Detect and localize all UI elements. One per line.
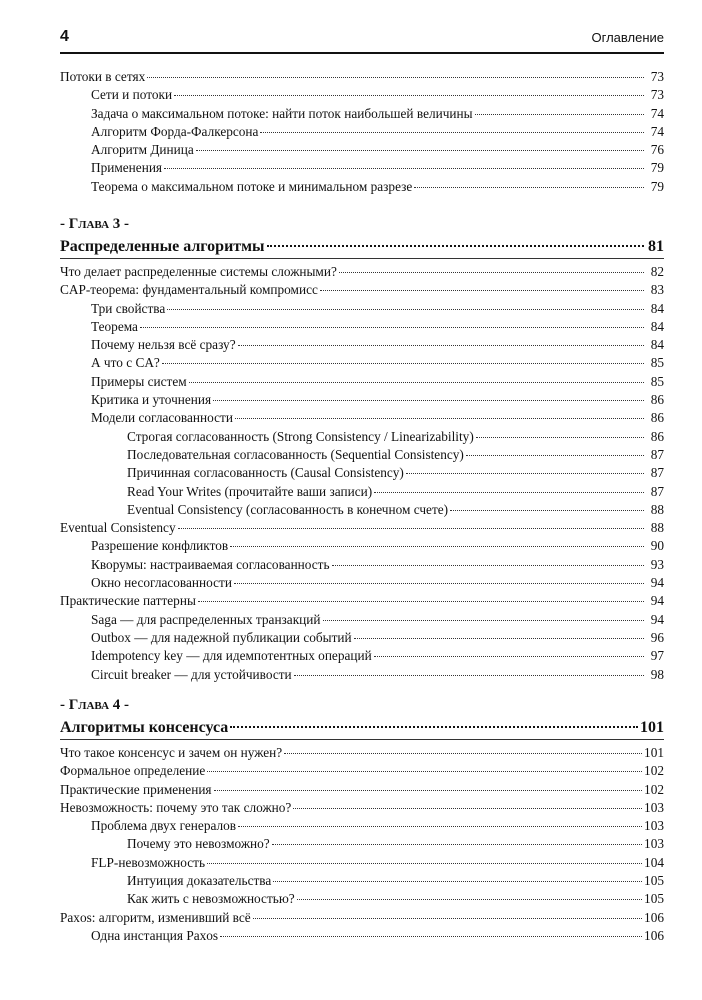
toc-entry-title: Что такое консенсус и зачем он нужен? [60,745,283,760]
toc-entry-page: 87 [650,446,664,462]
leader-dots [293,808,642,809]
page-header [60,26,664,54]
toc-entry-page: 84 [650,318,664,334]
toc-entry[interactable] [60,629,664,647]
toc-entry-title: FLP-невозможность [91,854,206,870]
toc-entry-title: Практические применения [60,781,212,797]
leader-dots [476,437,644,438]
toc-entry-page: 83 [650,282,664,298]
toc-entry-page: 86 [650,392,664,408]
toc-entry[interactable] [60,666,664,684]
toc-entry[interactable] [60,281,664,299]
toc-entry-title: CAP-теорема: фундаментальный компромисс [60,282,318,298]
toc-entry-title: Три свойства [91,300,166,316]
toc-entry-page: 97 [650,648,664,664]
toc-entry-title: Paxos: алгоритм, изменивший всё [60,909,251,925]
toc-entry-page: 76 [650,142,664,158]
toc-entry-page: 106 [644,909,664,925]
toc-entry[interactable] [60,178,664,196]
toc-entry-title: Алгоритм Диница [91,142,194,158]
toc-entry-title: Eventual Consistency (согласованность в конечном счете) [127,501,449,517]
toc-entry-title: Примеры систем [91,373,187,389]
toc-entry[interactable] [60,300,664,318]
leader-dots [466,455,644,456]
toc-entry-page: 103 [644,818,664,834]
toc-entry[interactable] [60,519,664,537]
leader-dots [230,546,644,547]
toc-entry[interactable] [60,647,664,665]
toc-entry-page: 88 [650,501,664,517]
toc-entry-page: 79 [650,160,664,176]
leader-dots [220,936,642,937]
toc-entry[interactable] [60,872,664,890]
toc-entry[interactable] [60,592,664,610]
leader-dots [297,899,642,900]
leader-dots [189,382,644,383]
toc-entry-title: Проблема двух генералов [91,818,237,834]
toc-entry[interactable] [60,781,664,799]
toc-entry-page: 105 [644,891,664,907]
toc-entry[interactable] [60,373,664,391]
leader-dots [207,863,642,864]
toc-entry-title: Последовательная согласованность (Sequential Consistency) [127,446,464,462]
toc-entry-title: Модели согласованности [91,410,233,426]
toc-entry[interactable] [60,890,664,908]
toc-entry-title: Что делает распределенные системы сложными? [60,264,337,279]
toc-entry-title: Circuit breaker — для устойчивости [91,666,292,682]
toc-entry[interactable] [60,854,664,872]
toc-entry-title: Idempotency key — для идемпотентных операций [91,648,372,664]
leader-dots [323,620,644,621]
leader-dots [235,418,644,419]
toc-entry-title: Eventual Consistency [60,520,176,536]
toc-entry-page: 74 [650,123,664,139]
toc-entry-title: Outbox — для надежной публикации событий [91,629,352,645]
toc-entry[interactable] [60,537,664,555]
toc-entry-page: 102 [644,781,664,797]
toc-entry[interactable] [60,927,664,945]
toc-entry-title: Теорема [91,318,138,334]
leader-dots [174,95,644,96]
toc-entry[interactable] [60,483,664,501]
toc-entry[interactable] [60,354,664,372]
toc-entry-page: 106 [644,927,664,943]
toc-entry[interactable] [60,86,664,104]
leader-dots [414,187,644,188]
toc-entry-page: 84 [650,300,664,316]
chapter-3-page: 81 [648,238,664,255]
toc-entry[interactable] [60,68,664,86]
leader-dots [354,638,644,639]
leader-dots [475,114,644,115]
toc-entry-title: Теорема о максимальном потоке и минимальном разрезе [91,178,413,194]
toc-entry[interactable] [60,446,664,464]
toc-entry-page: 101 [644,745,664,760]
toc-entry-title: Практические паттерны [60,593,196,609]
toc-entry[interactable] [60,141,664,159]
toc-entry-title: Saga — для распределенных транзакций [91,611,321,627]
toc-entry-page: 104 [644,854,664,870]
leader-dots [214,790,642,791]
toc-entry-page: 87 [650,465,664,481]
toc-entry-title: Применения [91,160,163,176]
toc-entry-title: Невозможность: почему это так сложно? [60,799,292,815]
chapter-4-label: - Глава 4 - [60,697,130,713]
toc-entry[interactable] [60,123,664,141]
toc-entry-title: Алгоритм Форда-Фалкерсона [91,123,259,139]
toc-entry-title: Почему нельзя всё сразу? [91,337,236,353]
chapter-3-title-row[interactable] [60,236,664,258]
toc-entry-page: 105 [644,873,664,889]
leader-dots [238,345,644,346]
leader-dots [406,473,644,474]
toc-entry-title: Одна инстанция Paxos [91,927,219,943]
toc-entry-page: 86 [650,428,664,444]
toc-entry[interactable] [60,336,664,354]
toc-entry-page: 73 [650,69,664,84]
toc-entry-title: Разрешение конфликтов [91,538,229,554]
toc-entry-page: 96 [650,629,664,645]
toc-entry-title: Сети и потоки [91,87,173,103]
leader-dots [339,272,644,273]
toc-entry-title: Причинная согласованность (Causal Consistency) [127,465,404,481]
toc-entry[interactable] [60,464,664,482]
toc-entry[interactable] [60,799,664,817]
toc-entry[interactable] [60,318,664,336]
leader-dots [374,656,644,657]
toc-entry-title: Как жить с невозможностью? [127,891,295,907]
leader-dots [272,844,642,845]
leader-dots [207,771,642,772]
leader-dots [164,168,644,169]
toc-entry-title: Задача о максимальном потоке: найти поток наибольшей величины [91,105,473,121]
toc-entry-page: 90 [650,538,664,554]
toc-entry[interactable] [60,159,664,177]
toc-entry[interactable] [60,817,664,835]
leader-dots [273,881,642,882]
toc-entry[interactable] [60,762,664,780]
leader-dots [167,309,644,310]
toc-entry-page: 85 [650,355,664,371]
toc-entry-title: Интуиция доказательства [127,873,272,889]
toc-entry-title: Критика и уточнения [91,392,212,408]
chapter-4-page: 101 [640,719,664,736]
leader-dots [147,77,644,78]
toc-entry[interactable] [60,574,664,592]
leader-dots [238,826,642,827]
leader-dots [253,918,642,919]
leader-dots [140,327,644,328]
chapter-4-title-row[interactable] [60,717,664,739]
leader-dots [178,528,644,529]
running-title: Оглавление [591,30,664,45]
leader-dots [294,675,644,676]
toc-entry[interactable] [60,263,664,281]
toc-section-chapter-4 [60,744,664,945]
toc-entry-title: Потоки в сетях [60,69,146,84]
leader-dots [320,290,644,291]
toc-entry-title: Почему это невозможно? [127,836,270,852]
toc-entry-title: Кворумы: настраиваемая согласованность [91,556,330,572]
toc-entry-title: А что с CA? [91,355,160,371]
chapter-4-title: Алгоритмы консенсуса [60,719,229,736]
toc-entry-title: Окно несогласованности [91,575,232,591]
toc-entry-page: 79 [650,178,664,194]
toc-entry[interactable] [60,611,664,629]
leader-dots [267,245,644,247]
leader-dots [234,583,644,584]
toc-entry[interactable] [60,909,664,927]
leader-dots [162,363,644,364]
toc-entry-page: 88 [650,520,664,536]
toc-entry[interactable] [60,501,664,519]
leader-dots [230,726,638,728]
toc-entry-title: Read Your Writes (прочитайте ваши записи) [127,483,373,499]
toc-entry[interactable] [60,556,664,574]
leader-dots [284,753,642,754]
toc-entry-page: 103 [644,799,664,815]
leader-dots [374,492,644,493]
toc-entry-page: 94 [650,611,664,627]
chapter-3-rule [60,258,664,259]
leader-dots [332,565,644,566]
toc-entry-page: 84 [650,337,664,353]
toc-entry-page: 94 [650,575,664,591]
toc-entry-title: Строгая согласованность (Strong Consistency / Linearizability) [127,428,474,444]
toc-entry-page: 93 [650,556,664,572]
leader-dots [198,601,644,602]
toc-entry-page: 73 [650,87,664,103]
toc-section-chapter-3 [60,263,664,684]
toc-entry-page: 85 [650,373,664,389]
toc-entry-page: 94 [650,593,664,609]
toc-entry-page: 74 [650,105,664,121]
toc-section-flows [60,68,664,196]
toc-entry[interactable] [60,391,664,409]
toc-entry-page: 102 [644,763,664,779]
toc-entry[interactable] [60,428,664,446]
chapter-4-rule [60,739,664,740]
toc-entry[interactable] [60,105,664,123]
toc-entry-page: 86 [650,410,664,426]
toc-entry[interactable] [60,835,664,853]
leader-dots [260,132,644,133]
toc-entry-page: 87 [650,483,664,499]
toc-entry-page: 103 [644,836,664,852]
toc-entry[interactable] [60,409,664,427]
page-number: 4 [60,28,69,45]
chapter-3-title: Распределенные алгоритмы [60,238,265,255]
leader-dots [196,150,644,151]
toc-entry-page: 82 [650,264,664,279]
toc-entry-title: Формальное определение [60,763,206,779]
leader-dots [213,400,644,401]
toc-entry[interactable] [60,744,664,762]
leader-dots [450,510,644,511]
chapter-3-label: - Глава 3 - [60,216,130,232]
toc-entry-page: 98 [650,666,664,682]
